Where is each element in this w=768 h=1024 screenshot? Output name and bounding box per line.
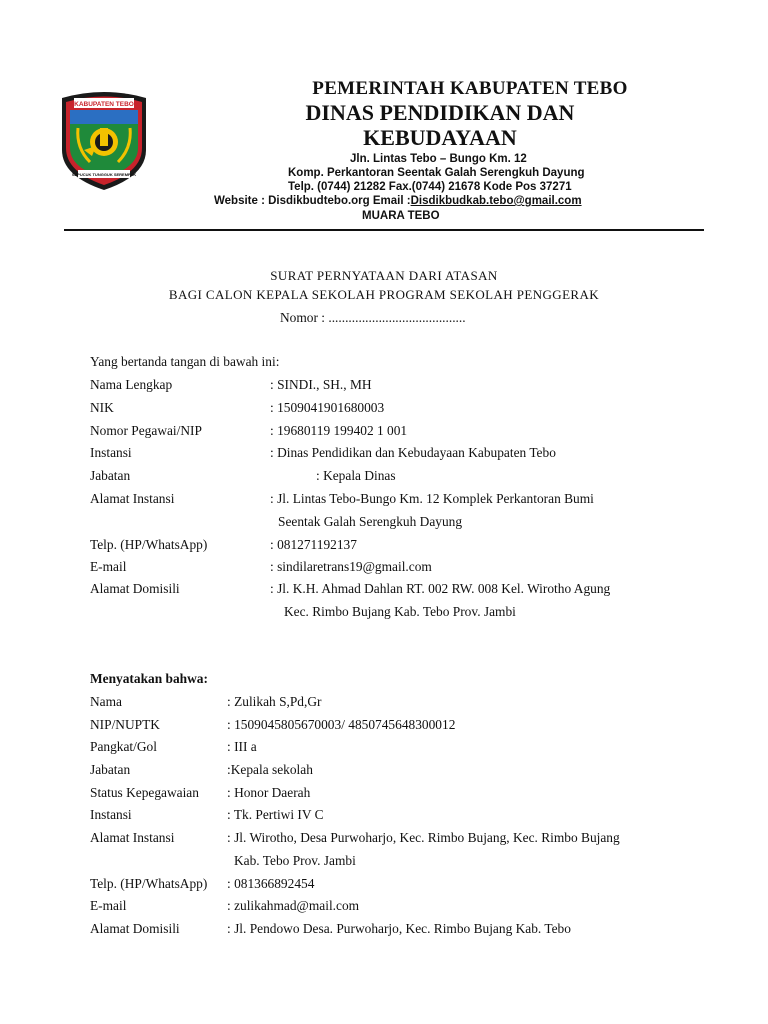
signer-value-instansi: : Dinas Pendidikan dan Kebudayaan Kabupaten Tebo (270, 445, 556, 460)
signer-label-instansi: Instansi (90, 445, 132, 460)
subject-label-status: Status Kepegawaian (90, 785, 199, 800)
subject-value-alamat-instansi: : Jl. Wirotho, Desa Purwoharjo, Kec. Rimbo Bujang, Kec. Rimbo Bujang (227, 830, 620, 845)
header-government: PEMERINTAH KABUPATEN TEBO (312, 78, 628, 99)
subject-label-pangkat: Pangkat/Gol (90, 739, 157, 754)
signer-label-nik: NIK (90, 400, 114, 415)
signer-value-nip: : 19680119 199402 1 001 (270, 423, 408, 438)
document-number: Nomor : ......................................... (280, 310, 466, 325)
website-label: Website : Disdikbudtebo.org Email : (214, 195, 411, 207)
subject-label-email: E-mail (90, 898, 127, 913)
signer-value-jabatan: : Kepala Dinas (316, 468, 396, 483)
kabupaten-tebo-logo (56, 88, 152, 192)
document-title: SURAT PERNYATAAN DARI ATASAN (270, 268, 498, 283)
subject-value-pangkat: : III a (227, 739, 257, 754)
header-address2: Komp. Perkantoran Seentak Galah Serengkuh Dayung (288, 167, 585, 179)
subject-label-alamat-instansi: Alamat Instansi (90, 830, 175, 845)
signer-label-alamat-instansi: Alamat Instansi (90, 491, 175, 506)
signer-value-email: : sindilaretrans19@gmail.com (270, 559, 432, 574)
header-contact (214, 195, 582, 207)
subject-label-nip: NIP/NUPTK (90, 717, 160, 732)
signer-intro: Yang bertanda tangan di bawah ini: (90, 354, 280, 369)
subject-label-instansi: Instansi (90, 807, 132, 822)
subject-label-jabatan: Jabatan (90, 762, 131, 777)
signer-value-domisili-cont: Kec. Rimbo Bujang Kab. Tebo Prov. Jambi (284, 604, 516, 619)
header-address1: Jln. Lintas Tebo – Bungo Km. 12 (350, 153, 527, 165)
document-subtitle: BAGI CALON KEPALA SEKOLAH PROGRAM SEKOLAH PENGGERAK (168, 287, 600, 302)
signer-value-telp: : 081271192137 (270, 537, 357, 552)
subject-value-nip: : 1509045805670003/ 4850745648300012 (227, 717, 456, 732)
subject-label-nama: Nama (90, 694, 122, 709)
subject-value-jabatan: :Kepala sekolah (227, 762, 313, 777)
subject-label-domisili: Alamat Domisili (90, 921, 180, 936)
signer-label-email: E-mail (90, 559, 127, 574)
signer-value-domisili: : Jl. K.H. Ahmad Dahlan RT. 002 RW. 008 Kel. Wirotho Agung (270, 581, 611, 596)
header-city: MUARA TEBO (362, 210, 440, 222)
header-agency-line1: DINAS PENDIDIKAN DAN (305, 100, 575, 125)
subject-value-instansi: : Tk. Pertiwi IV C (227, 807, 324, 822)
header-agency-line2: KEBUDAYAAN (363, 125, 517, 150)
signer-label-name: Nama Lengkap (90, 377, 173, 392)
signer-label-jabatan: Jabatan (90, 468, 131, 483)
svg-text:SEPUCUK TUNGGUK SEREMPAK: SEPUCUK TUNGGUK SEREMPAK (71, 172, 137, 177)
email-link[interactable]: Disdikbudkab.tebo@gmail.com (410, 195, 582, 207)
signer-label-telp: Telp. (HP/WhatsApp) (90, 537, 208, 552)
subject-value-alamat-instansi-cont: Kab. Tebo Prov. Jambi (234, 853, 356, 868)
subject-value-email: : zulikahmad@mail.com (227, 898, 360, 913)
svg-text:KABUPATEN TEBO: KABUPATEN TEBO (74, 101, 134, 108)
signer-value-name: : SINDI., SH., MH (270, 377, 372, 392)
header-address3: Telp. (0744) 21282 Fax.(0744) 21678 Kode Pos 37271 (288, 181, 572, 193)
signer-value-alamat-instansi-cont: Seentak Galah Serengkuh Dayung (278, 514, 463, 529)
subject-value-status: : Honor Daerah (227, 785, 311, 800)
subject-value-nama: : Zulikah S,Pd,Gr (227, 694, 322, 709)
signer-value-nik: : 1509041901680003 (270, 400, 385, 415)
subject-value-telp: : 081366892454 (227, 876, 315, 891)
subject-intro: Menyatakan bahwa: (90, 671, 208, 686)
signer-label-nip: Nomor Pegawai/NIP (90, 423, 202, 438)
subject-label-telp: Telp. (HP/WhatsApp) (90, 876, 208, 891)
signer-label-domisili: Alamat Domisili (90, 581, 180, 596)
subject-value-domisili: : Jl. Pendowo Desa. Purwoharjo, Kec. Rimbo Bujang Kab. Tebo (227, 921, 571, 936)
header-divider (64, 229, 704, 231)
signer-value-alamat-instansi: : Jl. Lintas Tebo-Bungo Km. 12 Komplek Perkantoran Bumi (270, 491, 594, 506)
